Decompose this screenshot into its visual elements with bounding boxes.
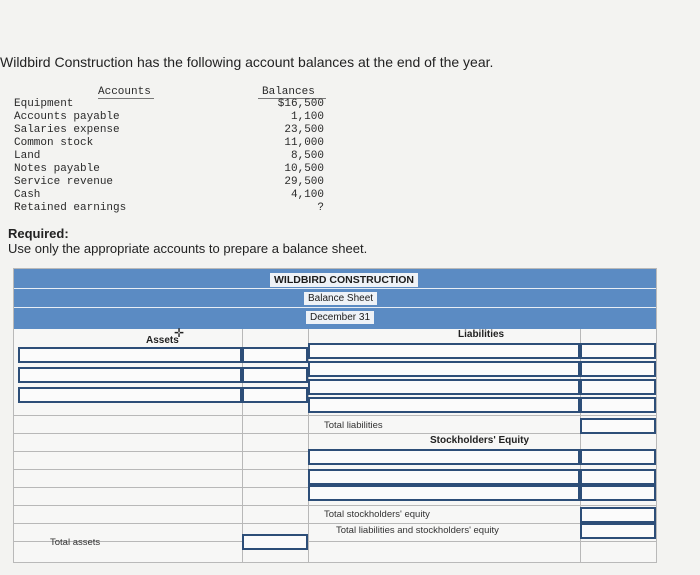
account-balance: 29,500 <box>284 176 324 188</box>
account-balance: $16,500 <box>277 98 324 110</box>
account-name: Retained earnings <box>14 202 127 214</box>
account-balance: 10,500 <box>284 163 324 175</box>
account-row <box>14 124 324 137</box>
account-balance: 23,500 <box>284 124 324 136</box>
liability-account-input[interactable] <box>308 343 580 359</box>
account-row <box>14 150 324 163</box>
account-balance: 1,100 <box>290 111 324 123</box>
account-name: Salaries expense <box>14 124 120 136</box>
problem-intro: Wildbird Construction has the following account balances at the end of the year. <box>0 54 494 70</box>
account-row <box>14 137 324 150</box>
asset-amount-input[interactable] <box>242 367 308 383</box>
required-title: Required: <box>8 226 69 241</box>
equity-account-input[interactable] <box>308 469 580 485</box>
accounts-header: Accounts <box>98 86 151 98</box>
total-assets-label: Total assets <box>50 537 101 548</box>
account-name: Service revenue <box>14 176 114 188</box>
header-divider <box>14 288 656 289</box>
account-name: Common stock <box>14 137 94 149</box>
equity-header: Stockholders' Equity <box>430 435 530 446</box>
account-name: Accounts payable <box>14 111 120 123</box>
grid-line <box>14 505 656 506</box>
account-row <box>14 98 324 111</box>
statement-date[interactable]: December 31 <box>306 311 374 324</box>
equity-account-input[interactable] <box>308 485 580 501</box>
asset-amount-input[interactable] <box>242 347 308 363</box>
grid-line <box>14 523 656 524</box>
account-row <box>14 202 324 215</box>
equity-amount-input[interactable] <box>580 469 656 485</box>
liability-amount-input[interactable] <box>580 379 656 395</box>
total-equity-input[interactable] <box>580 507 656 523</box>
liability-account-input[interactable] <box>308 379 580 395</box>
liability-amount-input[interactable] <box>580 397 656 413</box>
sheet-header <box>14 269 656 329</box>
asset-account-input[interactable] <box>18 367 242 383</box>
liabilities-header: Liabilities <box>458 329 505 340</box>
total-equity-label: Total stockholders' equity <box>324 509 430 520</box>
account-row <box>14 176 324 189</box>
asset-account-input[interactable] <box>18 387 242 403</box>
statement-name: Balance Sheet <box>304 292 377 305</box>
balances-header: Balances <box>262 86 315 98</box>
liability-account-input[interactable] <box>308 397 580 413</box>
account-balance: 8,500 <box>290 150 324 162</box>
required-section <box>8 226 367 256</box>
account-row <box>14 111 324 124</box>
asset-amount-input[interactable] <box>242 387 308 403</box>
move-cursor-icon: ✛ <box>174 326 185 340</box>
grid-line <box>14 415 656 416</box>
assets-header: Assets <box>146 335 179 346</box>
liability-amount-input[interactable] <box>580 361 656 377</box>
liability-account-input[interactable] <box>308 361 580 377</box>
header-divider <box>14 307 656 308</box>
required-instruction: Use only the appropriate accounts to prepare a balance sheet. <box>8 241 368 256</box>
equity-account-input[interactable] <box>308 449 580 465</box>
account-name: Notes payable <box>14 163 100 175</box>
total-assets-input[interactable] <box>242 534 308 550</box>
grid-line <box>14 541 656 542</box>
total-liab-equity-input[interactable] <box>580 523 656 539</box>
column-divider <box>242 329 243 562</box>
account-name: Equipment <box>14 98 74 110</box>
account-balance: 4,100 <box>290 189 324 201</box>
liability-amount-input[interactable] <box>580 343 656 359</box>
account-row <box>14 189 324 202</box>
account-row <box>14 163 324 176</box>
equity-amount-input[interactable] <box>580 449 656 465</box>
company-name: WILDBIRD CONSTRUCTION <box>270 273 418 287</box>
total-liabilities-label: Total liabilities <box>324 420 383 431</box>
account-balance: ? <box>317 202 324 214</box>
balance-sheet-worksheet <box>13 268 657 563</box>
equity-amount-input[interactable] <box>580 485 656 501</box>
grid-line <box>14 433 656 434</box>
total-liabilities-input[interactable] <box>580 418 656 434</box>
account-name: Land <box>14 150 41 162</box>
account-balance: 11,000 <box>284 137 324 149</box>
total-liab-equity-label: Total liabilities and stockholders' equity <box>336 525 499 536</box>
account-name: Cash <box>14 189 41 201</box>
asset-account-input[interactable] <box>18 347 242 363</box>
